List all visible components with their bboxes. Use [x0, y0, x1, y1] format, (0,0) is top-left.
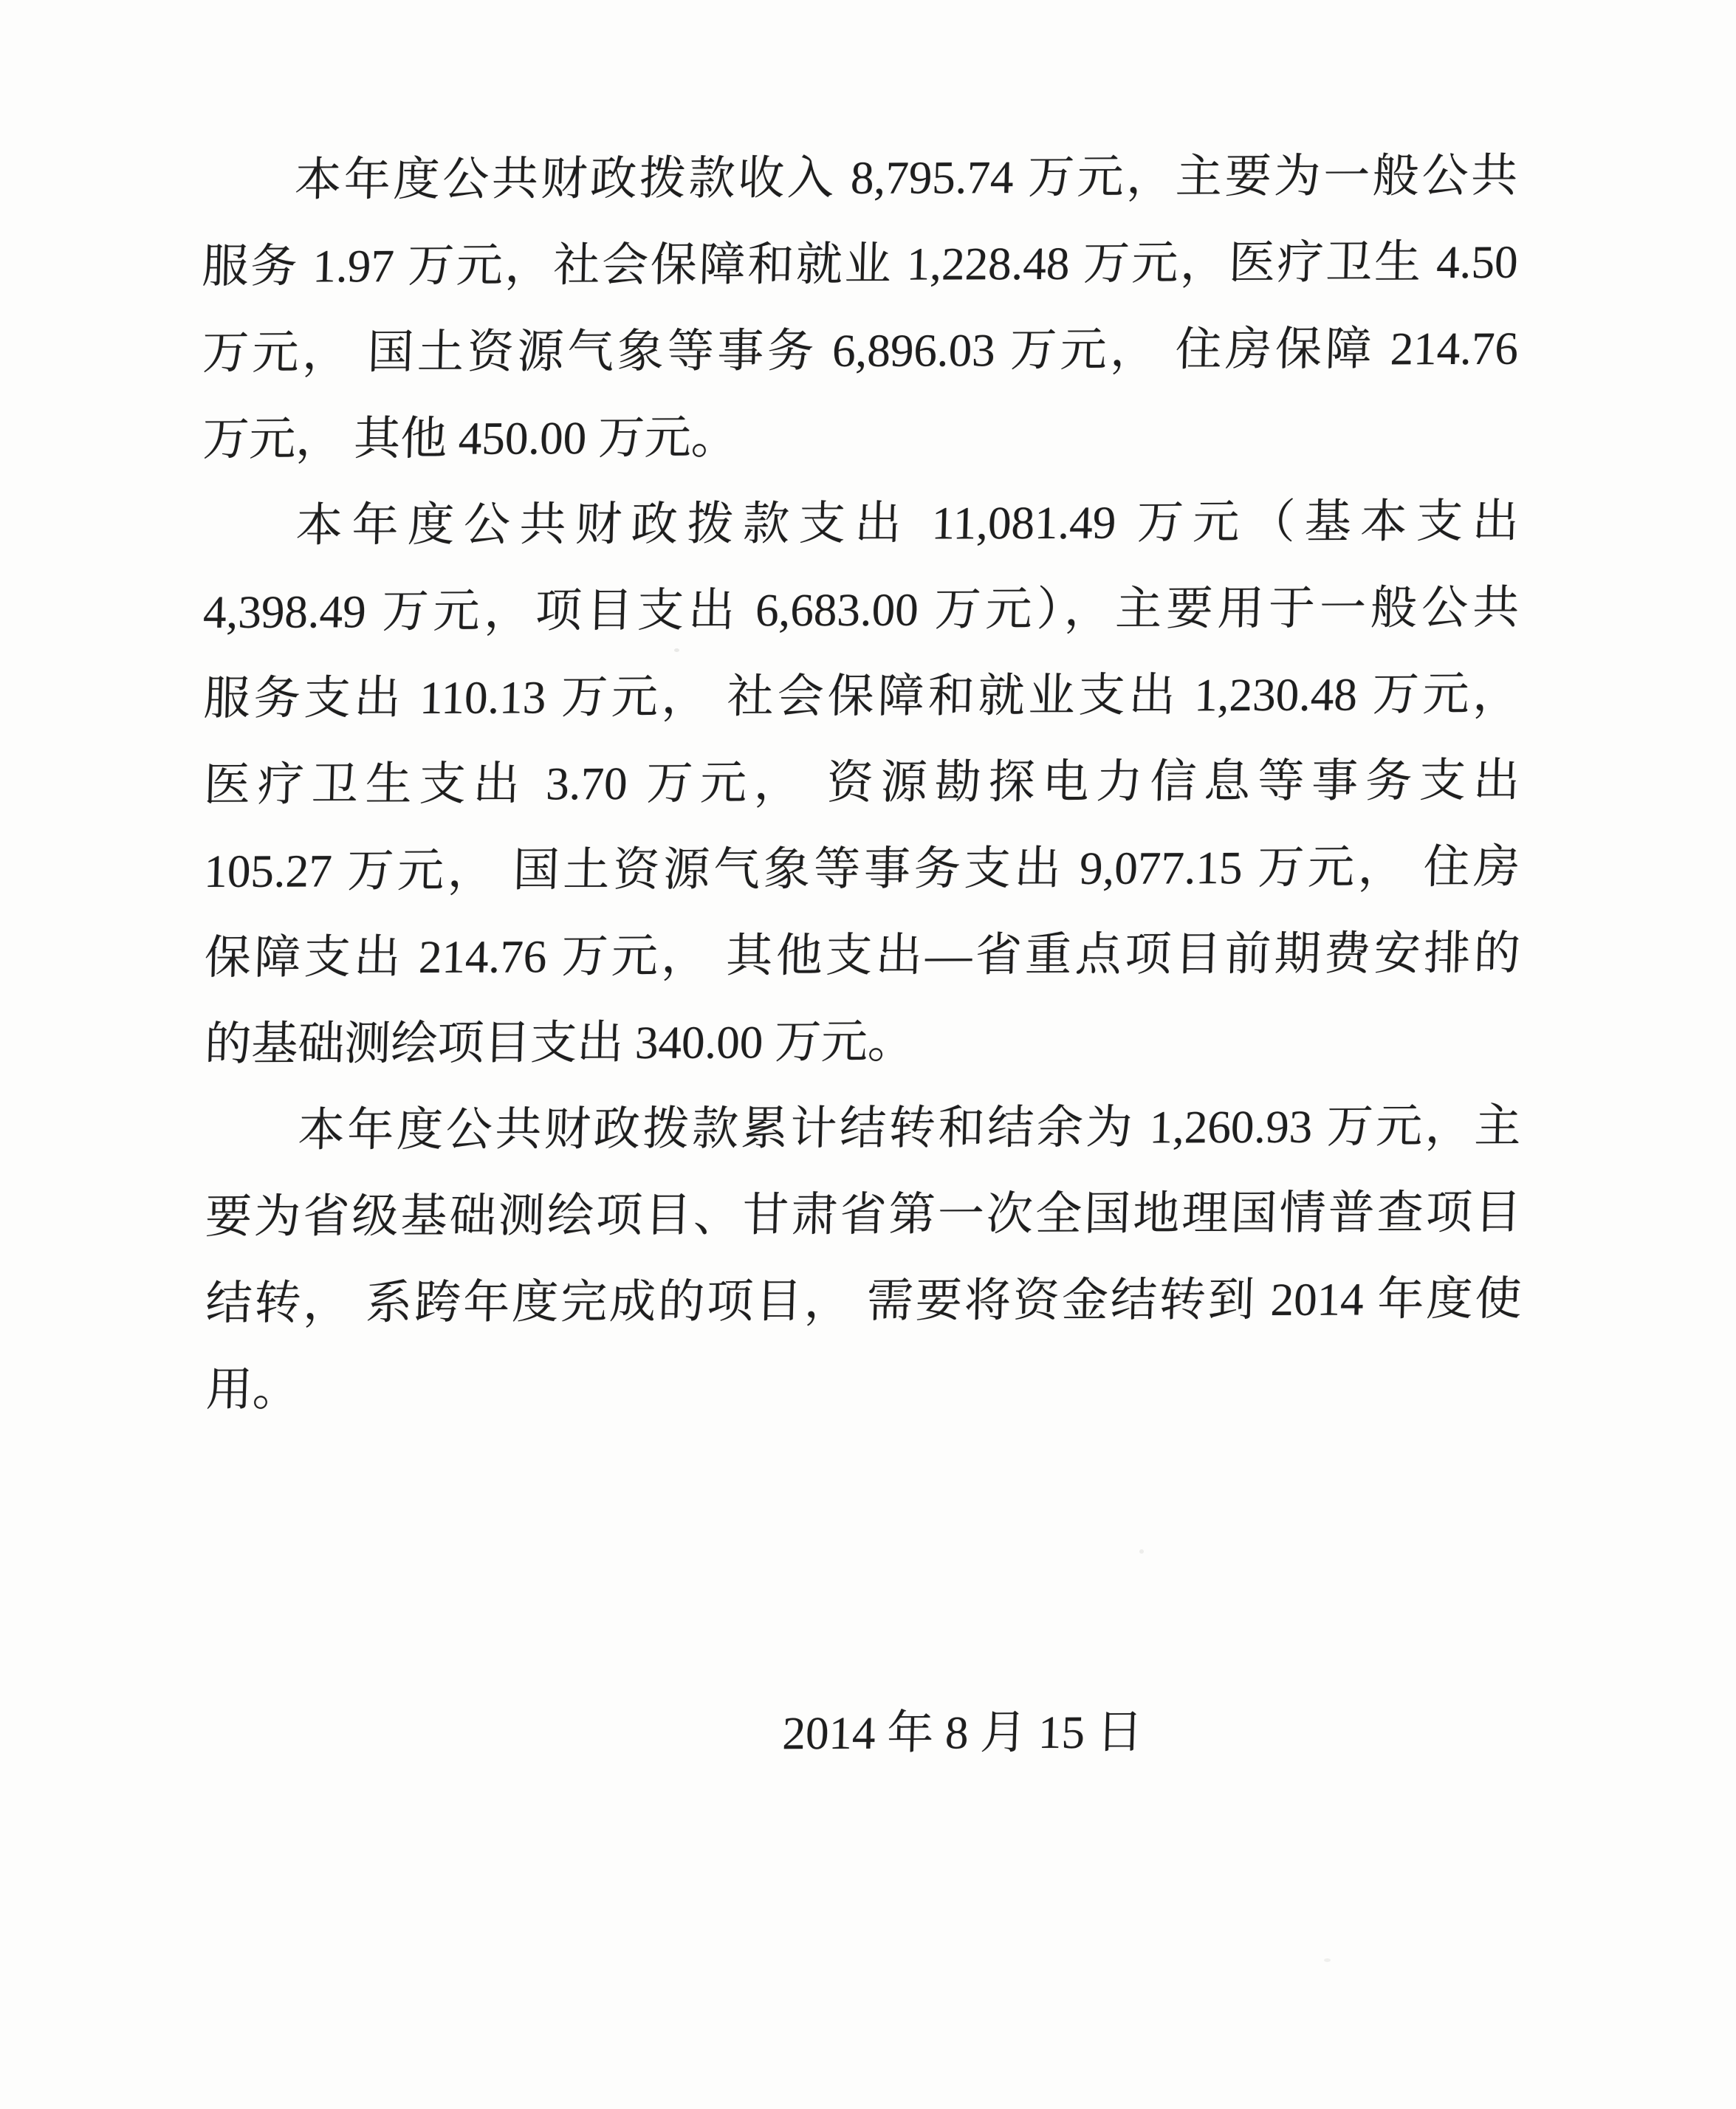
text-line: 医疗卫生支出 3.70 万元， 资源勘探电力信息等事务支出 — [203, 754, 1521, 811]
text-line: 万元， 其他 450.00 万元。 — [202, 411, 738, 466]
paragraph — [203, 479, 1521, 1088]
text-line: 本年度公共财政拨款收入 8,795.74 万元，主要为一般公共 — [294, 149, 1519, 206]
text-line: 要为省级基础测绘项目、甘肃省第一次全国地理国情普查项目 — [205, 1186, 1523, 1243]
scan-speck — [1324, 1958, 1331, 1962]
text-line: 本年度公共财政拨款支出 11,081.49 万元（基本支出 — [295, 495, 1520, 552]
text-line: 保障支出 214.76 万元， 其他支出—省重点项目前期费安排的 — [203, 927, 1521, 984]
text-line: 105.27 万元， 国土资源气象等事务支出 9,077.15 万元， 住房 — [203, 840, 1521, 897]
text-line: 万元， 国土资源气象等事务 6,896.03 万元， 住房保障 214.76 — [202, 322, 1520, 380]
document-date: 2014 年 8 月 15 日 — [781, 1706, 1144, 1760]
paragraph — [205, 1083, 1522, 1433]
text-line: 服务支出 110.13 万元， 社会保障和就业支出 1,230.48 万元， — [202, 668, 1520, 724]
text-block — [202, 133, 1523, 1779]
text-line: 的基础测绘项目支出 340.00 万元。 — [204, 1015, 916, 1070]
text-line: 服务 1.97 万元，社会保障和就业 1,228.48 万元，医疗卫生 4.50 — [201, 236, 1519, 293]
text-line: 本年度公共财政拨款累计结转和结余为 1,260.93 万元，主 — [297, 1100, 1522, 1156]
text-line: 4,398.49 万元，项目支出 6,683.00 万元），主要用于一般公共 — [202, 581, 1520, 638]
text-line: 用。 — [205, 1363, 300, 1416]
text-line: 结转， 系跨年度完成的项目， 需要将资金结转到 2014 年度使 — [205, 1272, 1523, 1329]
paragraph — [202, 133, 1519, 483]
